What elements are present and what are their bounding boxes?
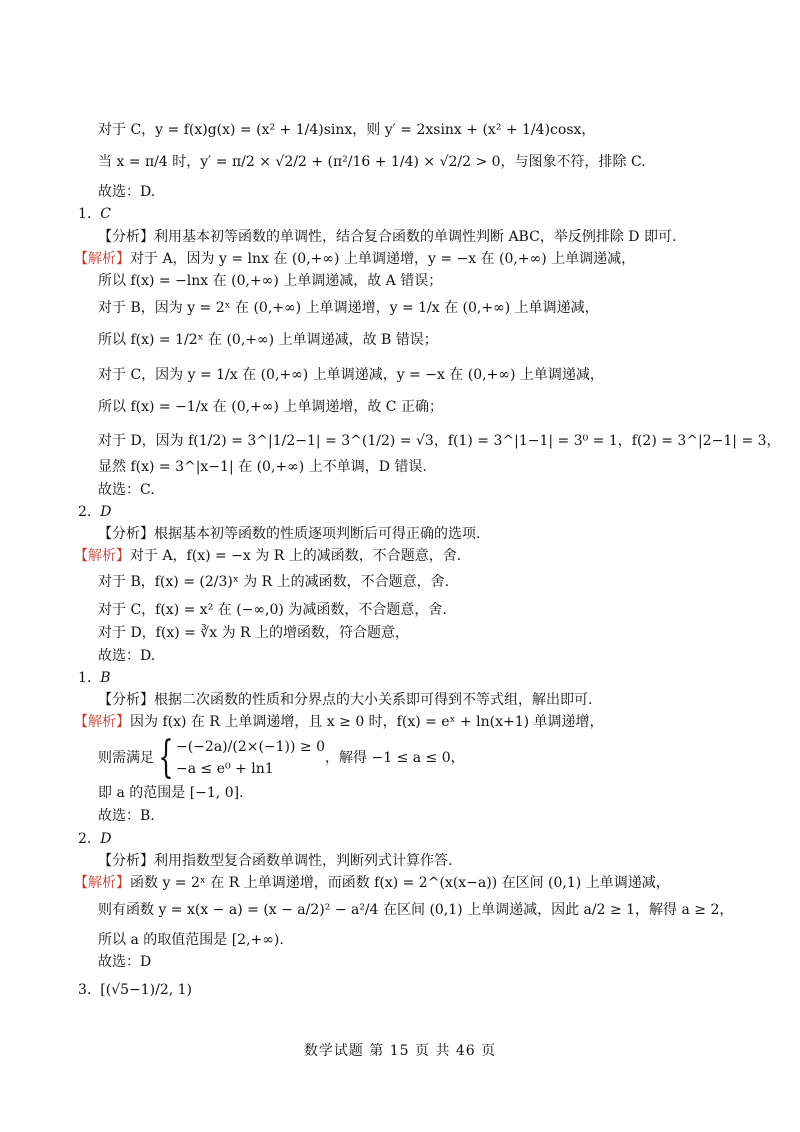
text-line: 则有函数 y = x(x − a) = (x − a/2)² − a²/4 在区间 (0,1) 上单调递减，因此 a/2 ≥ 1，解得 a ≥ 2， xyxy=(98,902,734,918)
analysis-line: 【分析】根据二次函数的性质和分界点的大小关系即可得到不等式组，解出即可. xyxy=(98,692,593,708)
question-number: 3. [(√5−1)/2, 1) xyxy=(78,982,193,998)
text-line: 所以 f(x) = −1/x 在 (0,+∞) 上单调递增，故 C 正确； xyxy=(98,399,443,415)
text-line: 即 a 的范围是 [−1, 0]. xyxy=(98,785,244,801)
text-line: 对于 C，f(x) = x² 在 (−∞,0) 为减函数，不合题意，舍. xyxy=(98,602,447,618)
solution-line: 【解析】对于 A，因为 y = lnx 在 (0,+∞) 上单调递增，y = −x 在 (0,+∞) 上单调递减， xyxy=(74,251,636,267)
left-brace-icon: { xyxy=(158,732,174,783)
solution-tag: 【解析】 xyxy=(74,714,130,730)
text-line: 所以 f(x) = 1/2ˣ 在 (0,+∞) 上单调递减，故 B 错误； xyxy=(98,332,438,348)
text-line: 故选：B. xyxy=(98,808,155,824)
text-line: 对于 B，f(x) = (2/3)ˣ 为 R 上的减函数，不合题意，舍. xyxy=(98,574,450,590)
text-line: 所以 a 的取值范围是 [2,+∞). xyxy=(98,932,284,948)
inequality-system: 则需满足{ −(−2a)/(2×(−1)) ≥ 0 −a ≤ e⁰ + ln1 ，解得 −1 ≤ a ≤ 0， xyxy=(98,732,465,783)
text-line: 对于 B，因为 y = 2ˣ 在 (0,+∞) 上单调递增，y = 1/x 在 (0,+∞) 上单调递减， xyxy=(98,300,599,316)
solution-tag: 【解析】 xyxy=(74,548,130,564)
solution-tag: 【解析】 xyxy=(74,251,130,267)
text-line: 对于 D，因为 f(1/2) = 3^|1/2−1| = 3^(1/2) = √3，f(1) = 3^|1−1| = 3⁰ = 1，f(2) = 3^|2−1| = 3， xyxy=(98,433,781,449)
solution-line: 【解析】因为 f(x) 在 R 上单调递增，且 x ≥ 0 时，f(x) = eˣ + ln(x+1) 单调递增， xyxy=(74,714,604,730)
text-line: 显然 f(x) = 3^|x−1| 在 (0,+∞) 上不单调，D 错误. xyxy=(98,459,427,475)
analysis-line: 【分析】根据基本初等函数的性质逐项判断后可得正确的选项. xyxy=(98,526,481,542)
analysis-line: 【分析】利用指数型复合函数单调性，判断列式计算作答. xyxy=(98,853,453,869)
text-line: 故选：D. xyxy=(98,184,156,200)
text-line: 故选：D. xyxy=(98,648,156,664)
solution-line: 【解析】函数 y = 2ˣ 在 R 上单调递增，而函数 f(x) = 2^(x(x−a)) 在区间 (0,1) 上单调递减， xyxy=(74,875,670,891)
text-line: 对于 C，因为 y = 1/x 在 (0,+∞) 上单调递减，y = −x 在 (0,+∞) 上单调递减， xyxy=(98,367,604,383)
text-line: 故选：D xyxy=(98,954,152,970)
question-number: 2. D xyxy=(78,831,112,847)
solution-tag: 【解析】 xyxy=(74,875,130,891)
question-number: 2. D xyxy=(78,504,112,520)
solution-line: 【解析】对于 A，f(x) = −x 为 R 上的减函数，不合题意，舍. xyxy=(74,548,462,564)
text-line: 所以 f(x) = −lnx 在 (0,+∞) 上单调递减，故 A 错误； xyxy=(98,273,443,289)
question-number: 1. B xyxy=(78,670,111,686)
page-footer: 数学试题 第 15 页 共 46 页 xyxy=(303,1043,497,1059)
analysis-line: 【分析】利用基本初等函数的单调性，结合复合函数的单调性判断 ABC，举反例排除 D 即可. xyxy=(98,229,677,245)
text-line: 对于 C，y = f(x)g(x) = (x² + 1/4)sinx，则 y′ = 2xsinx + (x² + 1/4)cosx， xyxy=(98,122,596,138)
text-line: 当 x = π/4 时，y′ = π/2 × √2/2 + (π²/16 + 1/4) × √2/2 > 0，与图象不符，排除 C. xyxy=(98,154,646,170)
text-line: 对于 D，f(x) = ∛x 为 R 上的增函数，符合题意， xyxy=(98,625,410,641)
question-number: 1. C xyxy=(78,206,111,222)
text-line: 故选：C. xyxy=(98,482,155,498)
